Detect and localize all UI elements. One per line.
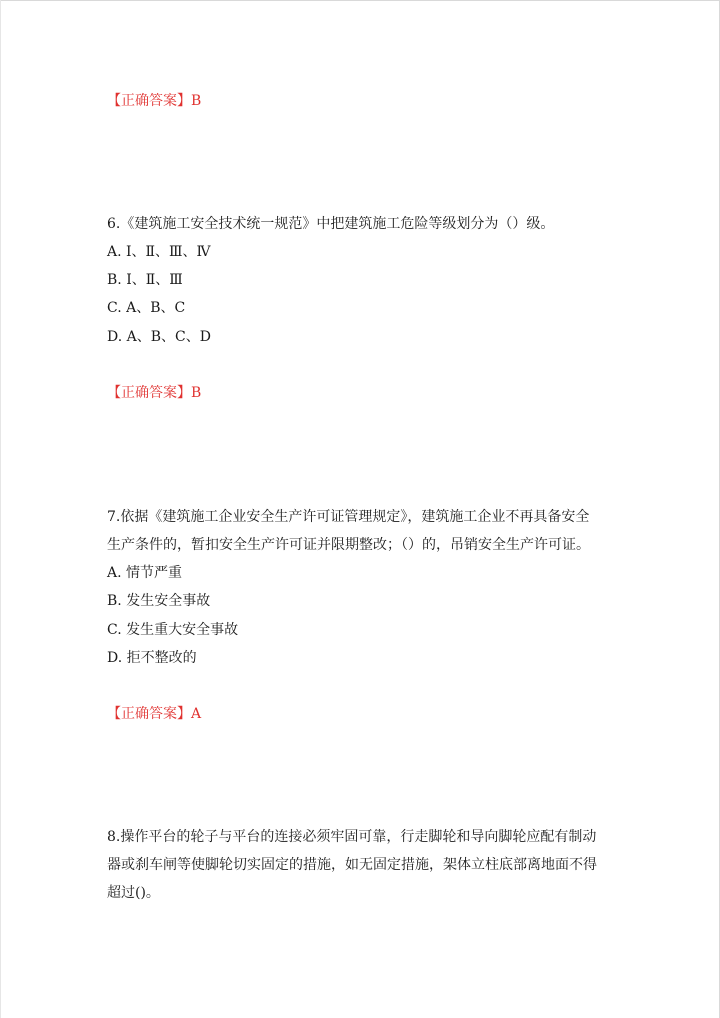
q7-stem-line-1: 7.依据《建筑施工企业安全生产许可证管理规定》，建筑施工企业不再具备安全: [107, 509, 590, 525]
q7-option-d: D. 拒不整改的: [107, 650, 197, 666]
q7-stem-line-2: 生产条件的，暂扣安全生产许可证并限期整改；（）的，吊销安全生产许可证。: [107, 537, 590, 553]
q6-stem: 6.《建筑施工安全技术统一规范》中把建筑施工危险等级划分为（）级。: [107, 216, 555, 232]
q8-stem-line-2: 器或刹车闸等使脚轮切实固定的措施，如无固定措施，架体立柱底部离地面不得: [107, 857, 597, 873]
q7-option-a: A. 情节严重: [107, 565, 183, 581]
q6-option-a: A. Ⅰ、Ⅱ、Ⅲ、Ⅳ: [107, 244, 211, 260]
q8-stem-line-3: 超过()。: [107, 885, 160, 901]
q7-option-c: C. 发生重大安全事故: [107, 622, 239, 638]
answer-q5: 【正确答案】B: [107, 93, 202, 109]
answer-q6: 【正确答案】B: [107, 385, 202, 401]
q6-option-d: D. A、B、C、D: [107, 329, 211, 345]
page-border-top: [0, 0, 720, 1]
page-border-left: [0, 0, 1, 1018]
q6-option-b: B. Ⅰ、Ⅱ、Ⅲ: [107, 272, 183, 288]
q8-stem-line-1: 8.操作平台的轮子与平台的连接必须牢固可靠，行走脚轮和导向脚轮应配有制动: [107, 829, 597, 845]
q6-option-c: C. A、B、C: [107, 300, 186, 316]
answer-q7: 【正确答案】A: [107, 706, 202, 722]
q7-option-b: B. 发生安全事故: [107, 593, 211, 609]
